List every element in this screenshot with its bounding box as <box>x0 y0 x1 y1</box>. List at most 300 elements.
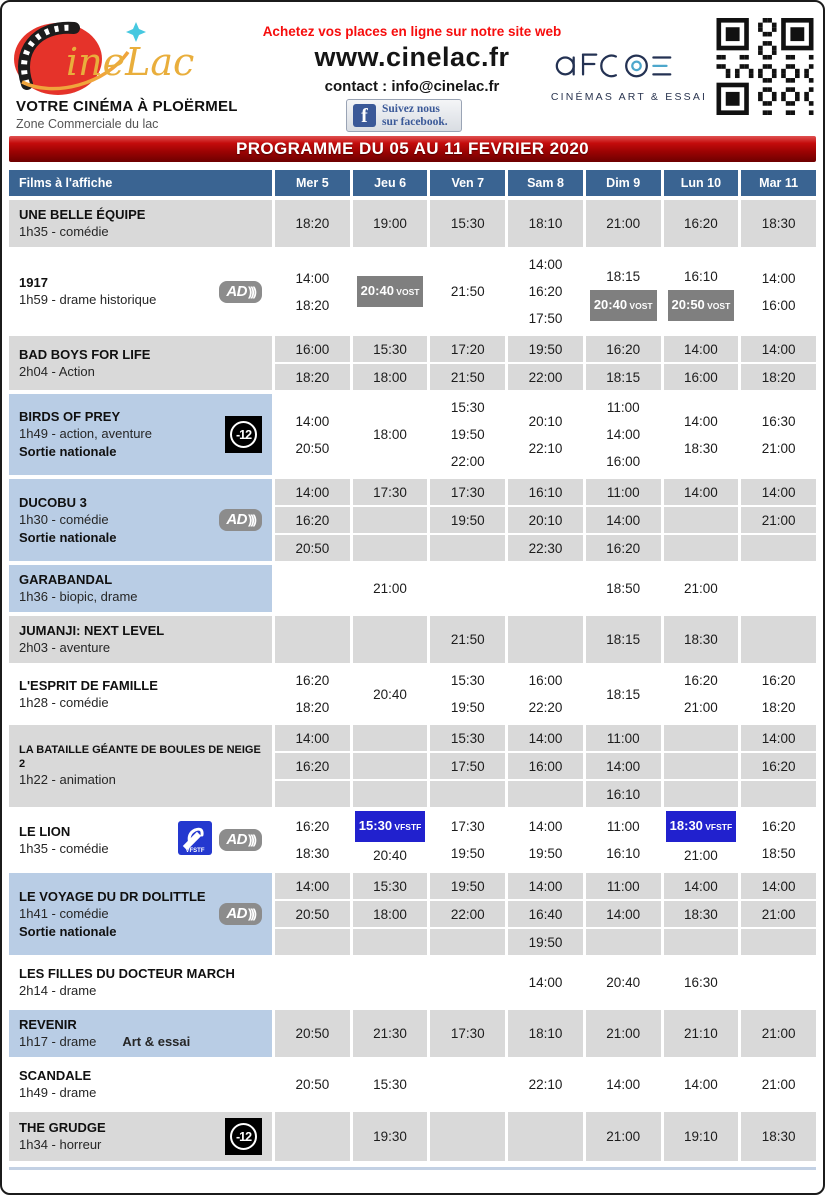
showtime-text: 14:00 <box>528 257 563 272</box>
showtime-slot <box>353 929 428 955</box>
showtimes-cell <box>353 959 428 1006</box>
showtimes-cell <box>741 200 816 247</box>
showtime-slot <box>664 616 739 663</box>
showtime-slot <box>586 753 661 779</box>
audio-description-icon: AD ))) <box>219 829 262 851</box>
showtime-text: 18:30 <box>684 440 718 456</box>
film-row <box>9 336 816 390</box>
showtime-line <box>529 1071 563 1098</box>
showtime-line <box>451 448 485 475</box>
showtime-slot <box>275 901 350 927</box>
showtime-line <box>606 421 640 448</box>
showtime-line <box>451 813 485 840</box>
showtimes-cell <box>275 336 350 390</box>
showtimes-cell <box>664 811 739 869</box>
showtime-text: 16:10 <box>606 786 641 802</box>
version-badge: 20:40 VOST <box>590 290 657 321</box>
showtime-text: 21:50 <box>450 369 485 385</box>
showtime-text: 16:10 <box>528 484 563 500</box>
showtime-slot <box>353 901 428 927</box>
showtime-text: 14:00 <box>684 1077 718 1092</box>
showtime-text: 16:20 <box>761 819 796 834</box>
film-details: 1h34 - horreur <box>19 1137 102 1152</box>
showtime-text: 18:00 <box>373 427 407 442</box>
showtime-text: 20:10 <box>528 413 563 429</box>
film-title: 1917 <box>19 275 48 290</box>
showtime-text: 18:30 <box>684 632 718 647</box>
showtime-text: 19:10 <box>684 1129 718 1144</box>
facebook-icon: f <box>353 104 376 127</box>
showtimes-cell <box>586 565 661 612</box>
showtime-line <box>373 842 407 869</box>
showtime-slot <box>353 364 428 390</box>
film-info-cell <box>9 667 272 721</box>
showtimes-cell <box>275 1061 350 1108</box>
version-badge: 20:40 VOST <box>357 276 424 307</box>
showtime-text: 16:20 <box>295 673 330 688</box>
showtimes-cell <box>508 959 583 1006</box>
showtime-text: 22:10 <box>528 1077 563 1092</box>
showtime-slot <box>430 479 505 505</box>
showtime-text: 14:00 <box>761 270 796 286</box>
showtime-text: 18:20 <box>295 297 330 313</box>
showtime-text: 17:30 <box>450 484 485 500</box>
showtime-text: 17:50 <box>450 758 485 774</box>
showtimes-cell <box>586 1061 661 1108</box>
showtime-slot <box>508 1112 583 1161</box>
showtime-text: 22:10 <box>528 440 563 456</box>
showtime-line <box>295 813 329 840</box>
contact-email[interactable]: contact : info@cinelac.fr <box>324 78 500 95</box>
showtime-slot <box>508 535 583 561</box>
showtime-text: 18:50 <box>761 846 796 861</box>
showtime-line <box>529 667 563 694</box>
showtime-text: 18:15 <box>606 369 641 385</box>
film-title: LE LION <box>19 823 71 839</box>
showtimes-cell <box>353 479 428 561</box>
showtimes-cell <box>275 616 350 663</box>
film-title: BAD BOYS FOR LIFE <box>19 346 151 362</box>
showtime-line <box>373 575 407 602</box>
showtimes-cell <box>741 725 816 807</box>
showtimes-cell <box>430 251 505 332</box>
showtime-text: 21:00 <box>606 1129 641 1144</box>
showtime-text: 21:00 <box>684 581 718 596</box>
film-details: 2h03 - aventure <box>19 640 111 655</box>
showtime-text: 14:00 <box>606 1077 641 1092</box>
showtime-slot <box>430 753 505 779</box>
showtime-text: 19:50 <box>528 341 563 357</box>
afcae-subtitle: CINÉMAS ART & ESSAI <box>550 91 708 103</box>
showtime-text: 16:20 <box>761 673 796 688</box>
showtime-text: 18:00 <box>373 906 407 922</box>
showtime-text: 21:00 <box>684 848 718 863</box>
showtime-slot <box>275 479 350 505</box>
film-details: 1h30 - comédie <box>19 511 109 527</box>
showtimes-cell <box>586 336 661 390</box>
showtimes-cell <box>586 616 661 663</box>
showtime-slot <box>430 873 505 899</box>
showtimes-cell <box>275 873 350 955</box>
showtime-text: 15:30 <box>450 730 485 746</box>
showtime-slot <box>508 929 583 955</box>
version-badge: 15:30 VFSTF <box>355 811 426 842</box>
showtime-text: 18:20 <box>761 369 796 385</box>
showtime-slot <box>430 901 505 927</box>
showtime-text: 18:30 <box>295 846 330 861</box>
showtime-line <box>529 694 563 721</box>
showtime-slot <box>664 1112 739 1161</box>
showtimes-cell <box>430 811 505 869</box>
showtime-text: 18:30 <box>761 216 796 231</box>
showtime-slot <box>664 1010 739 1057</box>
showtime-text: 21:50 <box>450 284 485 299</box>
showtimes-cell <box>741 811 816 869</box>
showtimes-cell <box>586 200 661 247</box>
showtime-slot <box>353 336 428 362</box>
showtimes-cell <box>664 565 739 612</box>
showtimes-cell <box>664 1061 739 1108</box>
showtime-text: 17:30 <box>450 1026 485 1041</box>
showtime-slot <box>353 873 428 899</box>
showtime-text: 18:50 <box>606 581 641 596</box>
showtime-slot <box>586 781 661 807</box>
showtime-slot <box>353 1010 428 1057</box>
film-row <box>9 1112 816 1161</box>
showtimes-cell <box>353 1112 428 1161</box>
film-details: 1h35 - comédie <box>19 224 109 239</box>
showtime-text: 11:00 <box>606 878 640 894</box>
showtime-text: 14:00 <box>606 427 641 442</box>
showtime-line <box>606 1071 640 1098</box>
showtime-line <box>295 292 329 319</box>
film-title: L'ESPRIT DE FAMILLE <box>19 677 158 693</box>
showtime-slot <box>664 929 739 955</box>
showtime-text: 14:00 <box>528 819 563 834</box>
film-info-cell <box>9 336 272 390</box>
showtimes-cell <box>353 251 428 332</box>
showtime-line <box>451 394 485 421</box>
facebook-line1: Suivez nous <box>382 103 440 115</box>
film-details: 1h36 - biopic, drame <box>19 589 138 604</box>
showtimes-cell <box>508 616 583 663</box>
film-row <box>9 667 816 721</box>
showtime-line <box>606 448 640 475</box>
online-tickets-promo: Achetez vos places en ligne sur notre site web <box>262 24 562 39</box>
showtime-slot <box>275 507 350 533</box>
film-info-cell <box>9 616 272 663</box>
showtime-slot <box>508 200 583 247</box>
film-title: LES FILLES DU DOCTEUR MARCH <box>19 966 235 981</box>
showtime-slot <box>741 1112 816 1161</box>
showtime-text: 19:00 <box>373 216 407 231</box>
showtimes-cell <box>430 873 505 955</box>
showtimes-cell <box>508 336 583 390</box>
film-title: UNE BELLE ÉQUIPE <box>19 207 146 222</box>
showtime-text: 14:00 <box>295 413 330 429</box>
showtime-slot <box>741 901 816 927</box>
showtime-text: 18:20 <box>295 700 330 715</box>
showtime-text: 21:00 <box>761 1077 796 1092</box>
showtime-line <box>762 694 796 721</box>
audio-description-icon: AD ))) <box>219 281 262 303</box>
showtimes-cell <box>430 1010 505 1057</box>
qr-code <box>715 18 815 115</box>
showtime-line <box>762 667 796 694</box>
showtime-line <box>607 394 640 421</box>
film-row <box>9 479 816 561</box>
film-row <box>9 811 816 869</box>
showtimes-cell <box>664 336 739 390</box>
showtime-slot <box>586 616 661 663</box>
showtime-slot <box>275 1112 350 1161</box>
showtime-slot <box>430 1010 505 1057</box>
showtime-line <box>295 840 329 867</box>
showtime-text: 11:00 <box>606 400 640 415</box>
showtime-text: 11:00 <box>606 819 640 834</box>
showtime-text: 16:00 <box>606 454 641 469</box>
showtime-line <box>606 575 640 602</box>
showtime-text: 20:50 <box>295 1077 330 1092</box>
showtimes-cell <box>353 725 428 807</box>
film-title: SCANDALE <box>19 1068 92 1083</box>
showtime-text: 14:00 <box>606 758 641 774</box>
film-info-cell <box>9 1112 272 1161</box>
website-link[interactable]: www.cinelac.fr <box>314 42 510 72</box>
showtimes-cell <box>430 1112 505 1161</box>
showtime-text: 14:00 <box>295 270 330 286</box>
film-icons <box>219 509 262 531</box>
showtimes-cell <box>741 1112 816 1161</box>
showtime-slot <box>741 479 816 505</box>
showtime-slot <box>664 753 739 779</box>
showtime-slot <box>430 781 505 807</box>
showtime-slot <box>508 336 583 362</box>
showtime-line <box>529 305 563 332</box>
showtime-slot <box>430 725 505 751</box>
day-column-header: Dim 9 <box>586 170 661 196</box>
showtime-slot <box>741 929 816 955</box>
showtimes-cell <box>275 565 350 612</box>
showtime-line <box>529 969 563 996</box>
showtime-text: 20:10 <box>528 512 563 528</box>
showtimes-cell <box>586 725 661 807</box>
showtimes-cell <box>741 336 816 390</box>
showtimes-cell <box>508 1112 583 1161</box>
showtime-slot <box>664 479 739 505</box>
film-icons <box>219 281 262 303</box>
showtimes-cell <box>508 1010 583 1057</box>
film-info-cell <box>9 873 272 955</box>
showtime-line <box>529 435 563 462</box>
showtime-text: 15:30 <box>373 878 407 894</box>
showtime-slot <box>664 901 739 927</box>
showtime-text: 16:10 <box>684 268 718 284</box>
showtime-line <box>762 265 796 292</box>
showtime-slot <box>741 1010 816 1057</box>
showtime-slot <box>741 535 816 561</box>
showtimes-cell <box>430 616 505 663</box>
showtime-line <box>762 813 796 840</box>
showtime-text: 17:20 <box>450 341 485 357</box>
showtime-slot <box>430 535 505 561</box>
showtime-text: 16:30 <box>761 413 796 429</box>
showtime-line <box>606 681 640 708</box>
film-row <box>9 725 816 807</box>
showtime-slot <box>741 200 816 247</box>
showtime-text: 19:30 <box>373 1129 407 1144</box>
showtimes-cell <box>741 873 816 955</box>
showtime-line <box>357 276 424 307</box>
showtimes-cell <box>664 251 739 332</box>
showtimes-cell <box>664 667 739 721</box>
showtime-slot <box>508 725 583 751</box>
showtime-line <box>295 1071 329 1098</box>
showtime-line <box>684 1071 718 1098</box>
facebook-badge[interactable] <box>346 99 462 132</box>
showtime-line <box>684 435 718 462</box>
showtimes-cell <box>664 479 739 561</box>
film-icons <box>178 821 262 860</box>
film-info-cell <box>9 200 272 247</box>
showtime-line <box>684 694 718 721</box>
showtimes-cell <box>430 394 505 475</box>
film-info-cell <box>9 959 272 1006</box>
showtime-text: 16:00 <box>684 369 718 385</box>
film-details: 1h49 - action, aventure <box>19 426 152 441</box>
film-title: THE GRUDGE <box>19 1120 106 1135</box>
film-label-art-essai: Art & essai <box>122 1034 191 1049</box>
showtimes-cell <box>508 200 583 247</box>
showtimes-cell <box>353 811 428 869</box>
showtime-slot <box>508 781 583 807</box>
version-badge: 20:50 VOST <box>668 290 735 321</box>
day-column-header: Sam 8 <box>508 170 583 196</box>
showtime-text: 16:20 <box>684 673 718 688</box>
showtimes-cell <box>586 394 661 475</box>
film-release-note: Sortie nationale <box>19 529 117 545</box>
showtime-slot <box>586 479 661 505</box>
showtime-text: 19:50 <box>450 512 485 528</box>
showtimes-cell <box>508 394 583 475</box>
showtime-text: 21:10 <box>684 1026 718 1041</box>
showtimes-cell <box>664 959 739 1006</box>
film-release-note: Sortie nationale <box>19 444 117 459</box>
showtimes-cell <box>275 1112 350 1161</box>
showtime-text: 18:30 <box>761 1129 796 1144</box>
showtime-line <box>684 842 718 869</box>
showtime-slot <box>353 616 428 663</box>
showtimes-cell <box>275 394 350 475</box>
film-row <box>9 1010 816 1057</box>
showtime-slot <box>508 479 583 505</box>
showtimes-cell <box>664 1010 739 1057</box>
showtime-text: 17:30 <box>450 819 485 834</box>
showtimes-cell <box>664 725 739 807</box>
showtime-slot <box>275 1010 350 1057</box>
showtimes-cell <box>430 1061 505 1108</box>
film-row <box>9 959 816 1006</box>
showtime-text: 14:00 <box>295 878 330 894</box>
film-details: 1h22 - animation <box>19 772 116 787</box>
film-info-cell <box>9 1061 272 1108</box>
showtimes-cell <box>508 725 583 807</box>
film-info-cell <box>9 394 272 475</box>
showtimes-cell <box>430 667 505 721</box>
showtimes-cell <box>664 873 739 955</box>
film-icons <box>225 416 262 453</box>
showtime-slot <box>275 336 350 362</box>
showtime-slot <box>275 364 350 390</box>
showtime-slot <box>741 364 816 390</box>
showtime-slot <box>741 336 816 362</box>
showtimes-cell <box>741 667 816 721</box>
film-info-cell <box>9 565 272 612</box>
film-row <box>9 251 816 332</box>
showtime-slot <box>275 725 350 751</box>
showtime-text: 19:50 <box>450 427 485 442</box>
showtime-text: 18:10 <box>528 1026 563 1041</box>
showtime-text: 21:00 <box>373 581 407 596</box>
showtime-line <box>762 292 796 319</box>
showtime-text: 20:40 <box>373 848 407 863</box>
showtime-line <box>451 694 485 721</box>
showtimes-cell <box>275 200 350 247</box>
showtime-slot <box>586 873 661 899</box>
cinema-tagline: VOTRE CINÉMA À PLOËRMEL <box>16 98 238 115</box>
showtime-line <box>451 278 485 305</box>
showtimes-cell <box>741 479 816 561</box>
showtime-line <box>529 840 563 867</box>
showtime-line <box>684 667 718 694</box>
showtimes-cell <box>508 479 583 561</box>
showtime-slot <box>430 200 505 247</box>
showtime-line <box>529 408 563 435</box>
showtime-slot <box>508 616 583 663</box>
showtime-text: 18:15 <box>606 268 641 284</box>
showtime-text: 14:00 <box>684 341 718 357</box>
showtime-text: 19:50 <box>528 934 563 950</box>
showtimes-cell <box>353 200 428 247</box>
film-details: 1h28 - comédie <box>19 694 109 710</box>
showtimes-cell <box>586 1112 661 1161</box>
showtimes-cell <box>586 251 661 332</box>
showtime-line <box>590 290 657 321</box>
film-details: 2h14 - drame <box>19 983 97 998</box>
showtime-line <box>606 969 640 996</box>
showtimes-cell <box>664 200 739 247</box>
showtime-line <box>684 408 718 435</box>
showtimes-cell <box>508 251 583 332</box>
showtime-slot <box>430 507 505 533</box>
film-row <box>9 200 816 247</box>
showtimes-cell <box>741 959 816 1006</box>
showtime-slot <box>430 1112 505 1161</box>
program-table <box>9 170 816 1170</box>
showtime-text: 14:00 <box>761 484 796 500</box>
film-details: 1h41 - comédie <box>19 905 109 921</box>
showtime-slot <box>508 753 583 779</box>
film-info-cell <box>9 251 272 332</box>
showtime-text: 19:50 <box>450 878 485 894</box>
showtime-line <box>295 408 329 435</box>
showtimes-cell <box>353 616 428 663</box>
showtimes-cell <box>664 1112 739 1161</box>
showtime-text: 16:20 <box>295 512 330 528</box>
showtime-slot <box>664 781 739 807</box>
film-row <box>9 873 816 955</box>
showtime-slot <box>275 753 350 779</box>
